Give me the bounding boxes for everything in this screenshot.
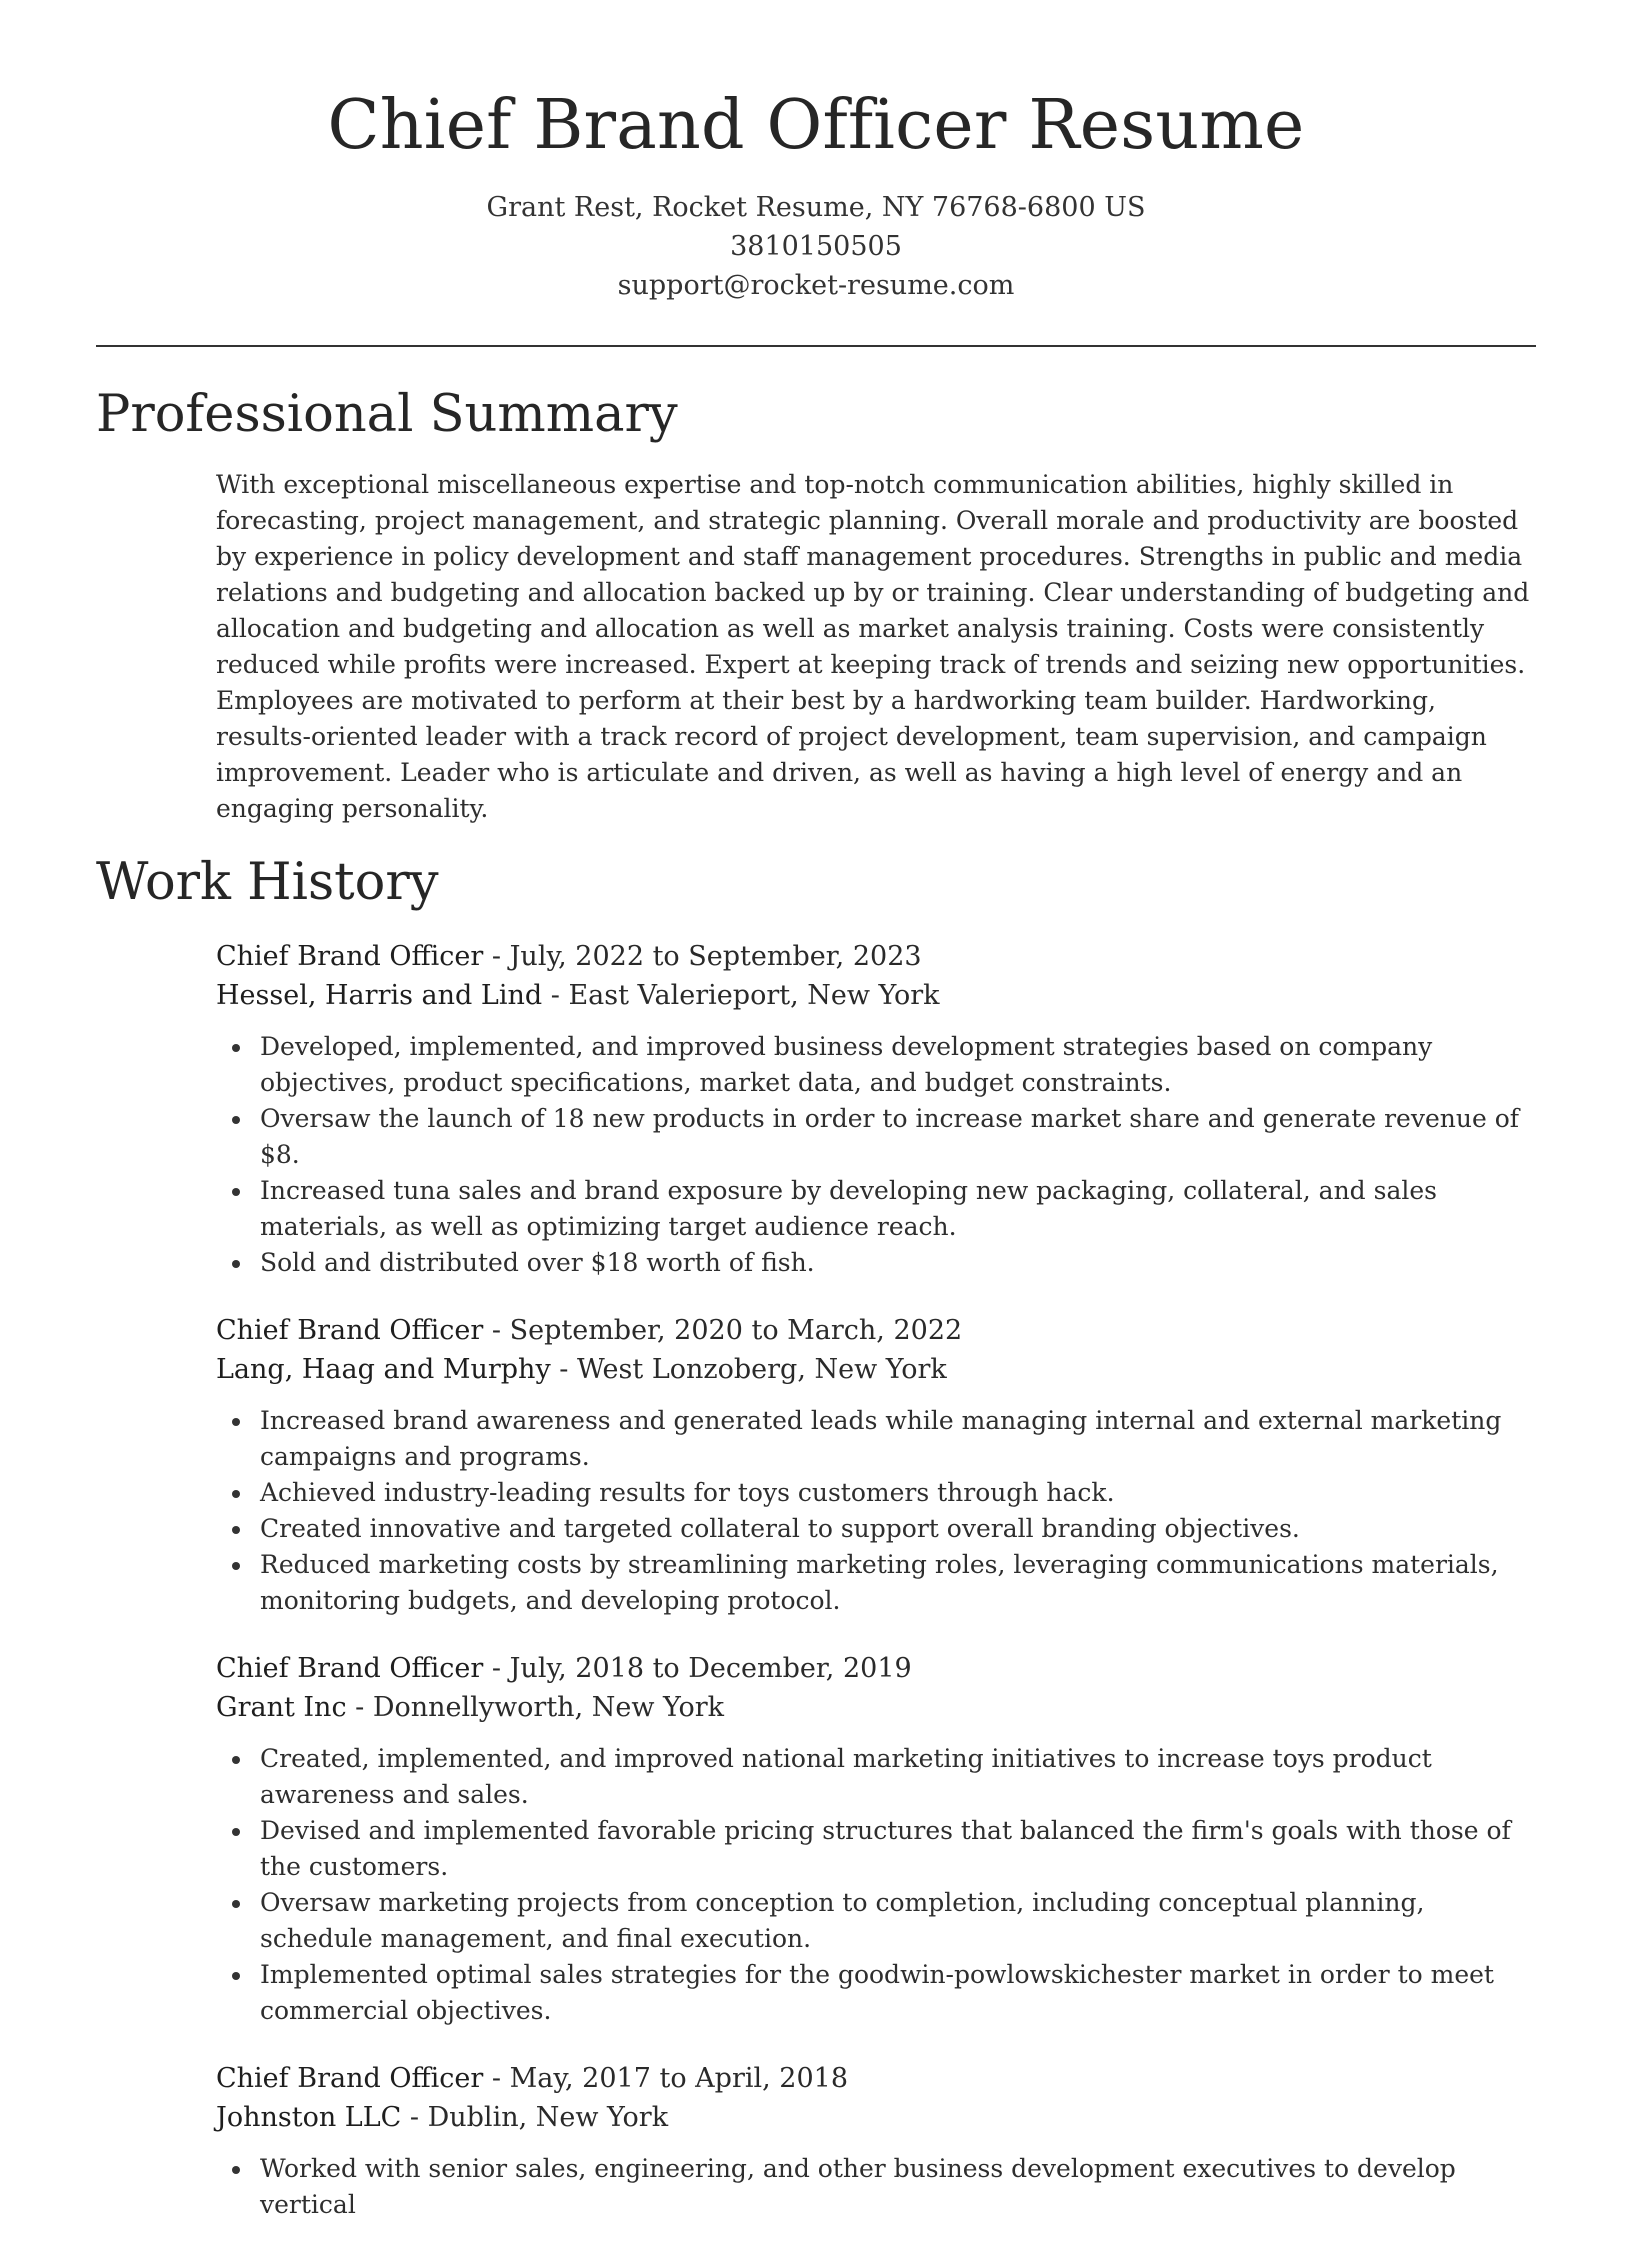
job-company: Lang, Haag and Murphy [216, 1354, 551, 1385]
job-bullet: Worked with senior sales, engineering, and other business development executives to develop vertical [260, 2151, 1536, 2223]
job-title: Chief Brand Officer [216, 941, 484, 972]
resume-header [96, 0, 1536, 305]
job-location: Donnellyworth, New York [372, 1692, 725, 1723]
job-list [216, 937, 1536, 2223]
job-bullet: Sold and distributed over $18 worth of fish. [260, 1245, 1536, 1281]
job-bullet: Reduced marketing costs by streamlining marketing roles, leveraging communications materials, monitoring budgets, and developing protocol. [260, 1547, 1536, 1619]
job-company: Hessel, Harris and Lind [216, 980, 543, 1011]
job-location: East Valerieport, New York [568, 980, 940, 1011]
work-history-heading: Work History [96, 853, 439, 912]
summary-heading: Professional Summary [96, 385, 678, 444]
job-title-line: Chief Brand Officer - July, 2018 to December, 2019 [216, 1653, 912, 1684]
job-entry [216, 1649, 1536, 2029]
job-bullet: Oversaw the launch of 18 new products in order to increase market share and generate revenue of $8. [260, 1101, 1536, 1173]
job-location: West Lonzoberg, New York [577, 1354, 947, 1385]
job-company: Grant Inc [216, 1692, 347, 1723]
contact-info [96, 188, 1536, 305]
job-bullet: Created, implemented, and improved national marketing initiatives to increase toys product awareness and sales. [260, 1741, 1536, 1813]
job-bullets [216, 1403, 1536, 1619]
contact-email: support@rocket-resume.com [617, 270, 1015, 301]
job-company-line: Lang, Haag and Murphy - West Lonzoberg, New York [216, 1354, 947, 1385]
job-dates: September, 2020 to March, 2022 [509, 1315, 963, 1346]
job-bullet: Increased tuna sales and brand exposure by developing new packaging, collateral, and sales materials, as well as optimizing target audience reach. [260, 1173, 1536, 1245]
job-bullet: Achieved industry-leading results for toys customers through hack. [260, 1475, 1536, 1511]
contact-address: Grant Rest, Rocket Resume, NY 76768-6800 US [486, 192, 1146, 223]
job-title: Chief Brand Officer [216, 2063, 484, 2094]
resume-page [96, 0, 1536, 2253]
job-title-line: Chief Brand Officer - May, 2017 to April, 2018 [216, 2063, 849, 2094]
job-bullet: Created innovative and targeted collateral to support overall branding objectives. [260, 1511, 1536, 1547]
job-dates: May, 2017 to April, 2018 [509, 2063, 849, 2094]
job-company-line: Grant Inc - Donnellyworth, New York [216, 1692, 725, 1723]
job-bullets [216, 1741, 1536, 2029]
job-dates: July, 2022 to September, 2023 [509, 941, 922, 972]
job-bullets [216, 2151, 1536, 2223]
job-bullet: Implemented optimal sales strategies for the goodwin-powlowskichester market in order to meet commercial objectives. [260, 1957, 1536, 2029]
resume-title: Chief Brand Officer Resume [327, 86, 1305, 165]
header-divider [96, 345, 1536, 347]
job-entry [216, 2059, 1536, 2223]
job-entry [216, 937, 1536, 1281]
job-entry [216, 1311, 1536, 1619]
job-bullets [216, 1029, 1536, 1281]
job-bullet: Developed, implemented, and improved business development strategies based on company objectives, product specifications, market data, and budget constraints. [260, 1029, 1536, 1101]
job-bullet: Increased brand awareness and generated leads while managing internal and external marketing campaigns and programs. [260, 1403, 1536, 1475]
job-dates: July, 2018 to December, 2019 [509, 1653, 912, 1684]
job-title: Chief Brand Officer [216, 1653, 484, 1684]
job-company-line: Johnston LLC - Dublin, New York [216, 2102, 669, 2133]
job-bullet: Devised and implemented favorable pricing structures that balanced the firm's goals with those of the customers. [260, 1813, 1536, 1885]
job-title-line: Chief Brand Officer - July, 2022 to September, 2023 [216, 941, 922, 972]
summary-text: With exceptional miscellaneous expertise and top-notch communication abilities, highly skilled in forecasting, project management, and strategic planning. Overall morale and productivity are boosted by experience in policy development and staff management procedures. Strengths in public and media relations and budgeting and allocation backed up by or training. Clear understanding of budgeting and allocation and budgeting and allocation as well as market analysis training. Costs were consistently reduced while profits were increased. Expert at keeping track of trends and seizing new opportunities. Employees are motivated to perform at their best by a hardworking team builder. Hardworking, results-oriented leader with a track record of project development, team supervision, and campaign improvement. Leader who is articulate and driven, as well as having a high level of energy and an engaging personality. [216, 470, 1530, 823]
job-title-line: Chief Brand Officer - September, 2020 to March, 2022 [216, 1315, 963, 1346]
job-company-line: Hessel, Harris and Lind - East Valerieport, New York [216, 980, 940, 1011]
job-company: Johnston LLC [216, 2102, 402, 2133]
job-bullet: Oversaw marketing projects from conception to completion, including conceptual planning, schedule management, and final execution. [260, 1885, 1536, 1957]
job-location: Dublin, New York [427, 2102, 669, 2133]
contact-phone: 3810150505 [730, 231, 902, 262]
job-title: Chief Brand Officer [216, 1315, 484, 1346]
